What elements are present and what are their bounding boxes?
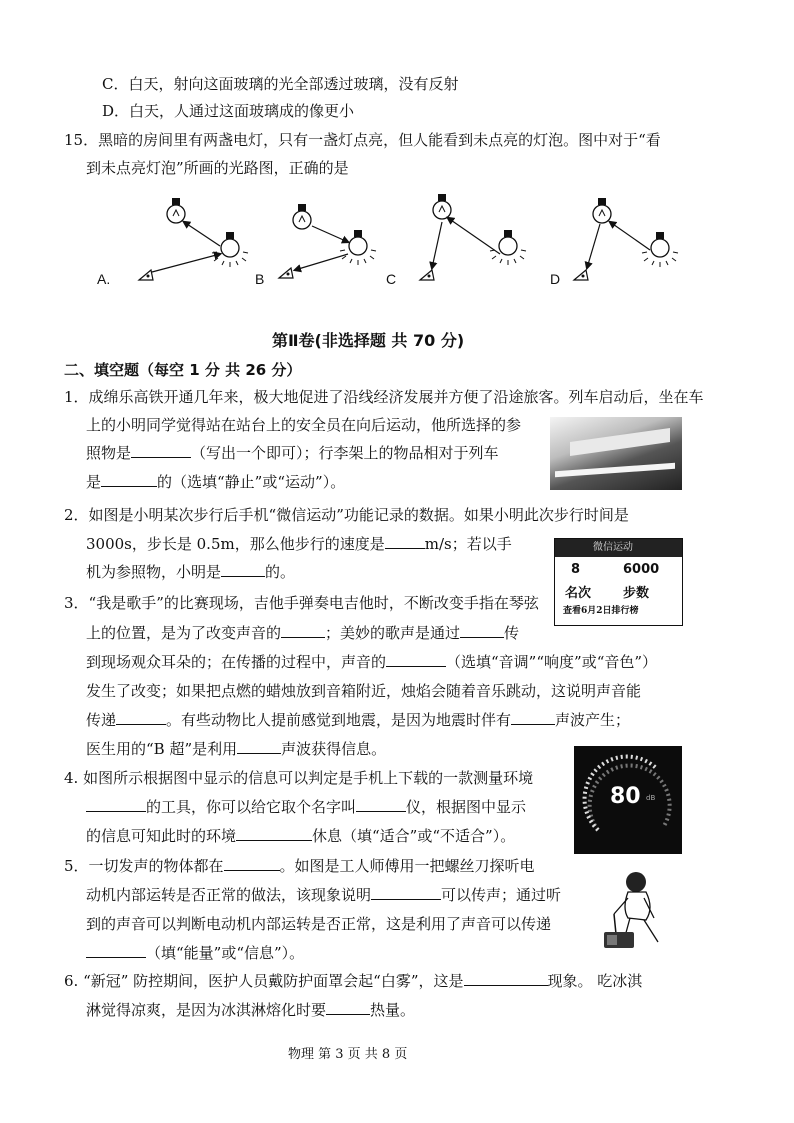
q6-line2: 淋觉得凉爽，是因为冰淇淋熔化时要 热量。 [86,1001,416,1019]
q15-label-d: D [550,271,561,287]
q3-line1: 3．“我是歌手”的比赛现场，吉他手弹奏电吉他时，不断改变手指在琴弦 [64,594,539,612]
q15-label-a: A. [97,271,111,287]
q6-line1: 6. “新冠” 防控期间，医护人员戴防护面罩会起“白雾”，这是 现象。 吃冰淇 [64,972,643,990]
wechat-rank-label: 名次 [565,586,592,601]
q3-blank-4[interactable] [116,710,166,725]
q2-wechat-phone [554,538,683,626]
q3-blank-1[interactable] [281,623,325,638]
q3-blank-5[interactable] [511,710,555,725]
wechat-rank: 8 [571,562,581,577]
q5-line2: 动机内部运转是否正常的做法，该现象说明 可以传声；通过听 [86,886,562,904]
diagram-b [279,204,376,278]
q1-line2: 上的小明同学觉得站在站台上的安全员在向后运动，他所选择的参 [86,416,522,434]
q4-line2: 的工具，你可以给它取个名字叫 仪，根据图中显示 [86,797,526,817]
q2-blank-1[interactable] [385,534,425,549]
q15-label-c: C [386,271,397,287]
q1-line1: 1．成绵乐高铁开通几年来，极大地促进了沿线经济发展并方便了沿途旅客。列车启动后，坐在车 [64,388,704,406]
q2-blank-2[interactable] [221,562,265,577]
q4-blank-3[interactable] [236,826,312,841]
q3-line5: 传递 。有些动物比人提前感觉到地震，是因为地震时伴有 声波产生； [86,711,631,729]
q1-line4: 是 的（选填“静止”或“运动”）。 [86,473,346,491]
q5-blank-2[interactable] [371,885,441,900]
wechat-footer: 查看6月2日排行榜 [563,606,639,616]
q4-line1: 4. 如图所示根据图中显示的信息可以判定是手机上下载的一款测量环境 [64,769,534,787]
q1-blank-1[interactable] [131,443,191,458]
q2-line2: 3000s，步长是 0.5m，那么他步行的速度是 m/s；若以手 [86,535,512,553]
q6-blank-2[interactable] [326,1000,370,1015]
q4-line3: 的信息可知此时的环境 休息（填“适合”或“不适合”）。 [86,827,516,845]
part2-section-heading: 二、填空题（每空 1 分 共 26 分） [64,361,302,379]
q5-blank-1[interactable] [224,856,280,871]
q4-blank-2[interactable] [356,797,406,812]
q3-line4: 发生了改变；如果把点燃的蜡烛放到音箱附近，烛焰会随着音乐跳动，这说明声音能 [86,682,642,700]
q1-train-photo [550,417,682,490]
q2-line1: 2．如图是小明某次步行后手机“微信运动”功能记录的数据。如果小明此次步行时间是 [64,506,629,524]
q1-blank-2[interactable] [101,472,157,487]
q5-line4: （填“能量”或“信息”）。 [86,943,304,963]
meter-unit: dB [646,794,656,802]
q15-line1: 15．黑暗的房间里有两盏电灯，只有一盏灯点亮，但人能看到未点亮的灯泡。图中对于“看 [64,131,661,149]
q6-blank-1[interactable] [464,971,548,986]
q5-blank-3[interactable] [86,943,146,958]
q3-blank-3[interactable] [386,652,446,667]
page-footer: 物理 第 3 页 共 8 页 [288,1047,408,1062]
q15-label-b: B [255,271,265,287]
diagram-a [139,198,248,280]
q3-line6: 医生用的“B 超”是利用 声波获得信息。 [86,740,387,758]
q4-decibel-meter [574,746,682,854]
diagram-c [420,194,526,280]
q3-line2: 上的位置，是为了改变声音的 ；美妙的歌声是通过 传 [86,624,520,642]
diagram-d [574,198,678,280]
part2-title: 第Ⅱ卷(非选择题 共 70 分) [272,331,465,350]
q3-blank-2[interactable] [460,623,504,638]
q5-line1: 5．一切发声的物体都在 。如图是工人师傅用一把螺丝刀探听电 [64,857,535,875]
q5-line3: 到的声音可以判断电动机内部运转是否正常，这是利用了声音可以传递 [86,915,552,933]
q4-blank-1[interactable] [86,797,146,812]
q15-light-path-diagrams [90,188,710,298]
q14-option-d: D．白天，人通过这面玻璃成的像更小 [102,102,355,120]
q2-line3: 机为参照物，小明是 的。 [86,563,296,581]
meter-value: 80 [610,784,641,809]
q14-option-c: C．白天，射向这面玻璃的光全部透过玻璃，没有反射 [102,75,459,93]
q5-worker-illustration [598,868,674,954]
q3-blank-6[interactable] [237,739,281,754]
q15-line2: 到未点亮灯泡”所画的光路图，正确的是 [86,159,349,177]
q1-line3: 照物是 （写出一个即可）；行李架上的物品相对于列车 [86,444,499,462]
q3-line3: 到现场观众耳朵的；在传播的过程中，声音的 （选填“音调”“响度”或“音色”） [86,653,658,671]
wechat-steps-label: 步数 [623,586,650,601]
wechat-steps: 6000 [623,562,660,577]
wechat-header: 微信运动 [593,542,633,553]
